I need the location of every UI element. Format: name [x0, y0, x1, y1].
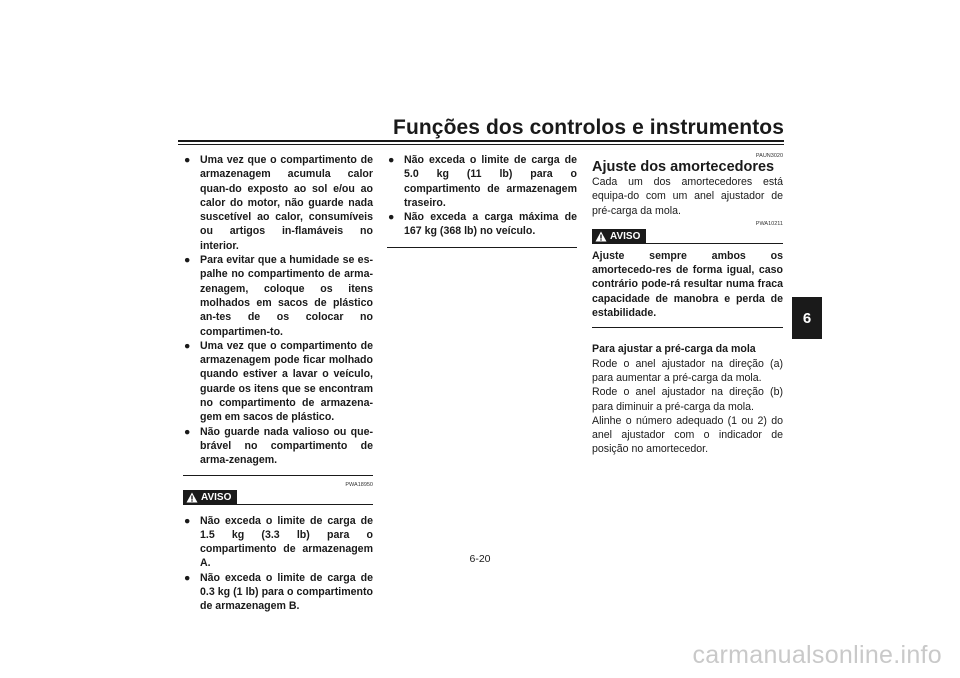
column-left — [183, 153, 373, 614]
step-text: Rode o anel ajustador na direção (a) para aumentar a pré-carga da mola. — [592, 357, 783, 384]
bullet-text: Não exceda o limite de carga de 1.5 kg (3.3 lb) para o compartimento de armazenagem A. — [200, 514, 373, 570]
list-item — [183, 425, 373, 468]
warning-code: PWA18950 — [345, 481, 373, 488]
warning-header — [183, 490, 373, 505]
step-text: Alinhe o número adequado (1 ou 2) do anel ajustador com o indicador de posição no amortecedor. — [592, 414, 783, 456]
warning-rule — [646, 243, 783, 244]
warning-header — [592, 229, 783, 244]
warning-badge — [592, 229, 646, 244]
bullet-text: Não exceda a carga máxima de 167 kg (368 lb) no veículo. — [404, 211, 577, 238]
bullet-icon: ● — [184, 339, 191, 352]
bullet-text: Para evitar que a humidade se es-palhe no compartimento de arma-zenagem, coloque os itens molhados em sacos de plástico an-tes de os colocar no compartimen-to. — [200, 254, 373, 338]
header-rule-thin — [178, 144, 784, 145]
warning-rule — [237, 504, 373, 505]
page-title: Funções dos controlos e instrumentos — [393, 116, 784, 139]
warning-label: AVISO — [201, 491, 232, 503]
bullet-icon: ● — [184, 571, 191, 584]
section-code: PAUN3020 — [755, 153, 783, 159]
list-item — [183, 253, 373, 339]
warning-label: AVISO — [610, 230, 641, 242]
column-middle — [387, 153, 577, 248]
page-number: 6-20 — [469, 553, 491, 565]
bullet-icon: ● — [184, 425, 191, 438]
section-divider — [387, 247, 577, 248]
section-divider — [183, 475, 373, 476]
section-title: Ajuste dos amortecedores — [592, 159, 775, 175]
warning-triangle-icon — [595, 231, 607, 242]
subsection-title: Para ajustar a pré-carga da mola — [592, 343, 756, 356]
bullet-icon: ● — [184, 154, 191, 166]
bullet-text: Não guarde nada valioso ou que-brável no compartimento de arma-zenagem. — [200, 425, 373, 467]
header-rule — [178, 140, 784, 142]
list-item — [183, 571, 373, 614]
list-item — [387, 210, 577, 239]
warning-text: Ajuste sempre ambos os amortecedo-res de forma igual, caso contrário pode-rá resultar numa fraca capacidade de manobra e perda de estabilidade. — [592, 249, 783, 320]
warning-badge — [183, 490, 237, 505]
bullet-icon: ● — [388, 211, 395, 224]
bullet-text: Uma vez que o compartimento de armazenagem pode ficar molhado quando estiver a lavar o veículo, guarde os itens que se encontram no compartimento de armazena-gem em sacos de plástico. — [200, 339, 373, 424]
bullet-icon: ● — [184, 514, 191, 527]
warning-code: PWA10211 — [755, 220, 783, 227]
list-item — [183, 339, 373, 425]
bullet-icon: ● — [388, 154, 395, 166]
list-item — [387, 153, 577, 210]
watermark: carmanualsonline.info — [692, 641, 942, 669]
step-text: Rode o anel ajustador na direção (b) para diminuir a pré-carga da mola. — [592, 386, 783, 413]
bullet-icon: ● — [184, 254, 191, 267]
list-item — [183, 153, 373, 253]
bullet-text: Não exceda o limite de carga de 5.0 kg (11 lb) para o compartimento de armazenagem traseiro. — [404, 154, 577, 209]
warning-triangle-icon — [186, 492, 198, 503]
bullet-text: Uma vez que o compartimento de armazenagem acumula calor quan-do exposto ao sol e/ou ao calor do motor, não guarde nada suscetível ao calor, consumíveis ou artigos in-flamáveis no interior. — [200, 154, 373, 252]
chapter-tab: 6 — [792, 297, 822, 339]
column-right — [592, 153, 783, 457]
bullet-text: Não exceda o limite de carga de 0.3 kg (1 lb) para o compartimento de armazenagem B. — [200, 571, 373, 613]
intro-text: Cada um dos amortecedores está equipa-do com um anel ajustador de pré-carga da mola. — [592, 176, 783, 217]
